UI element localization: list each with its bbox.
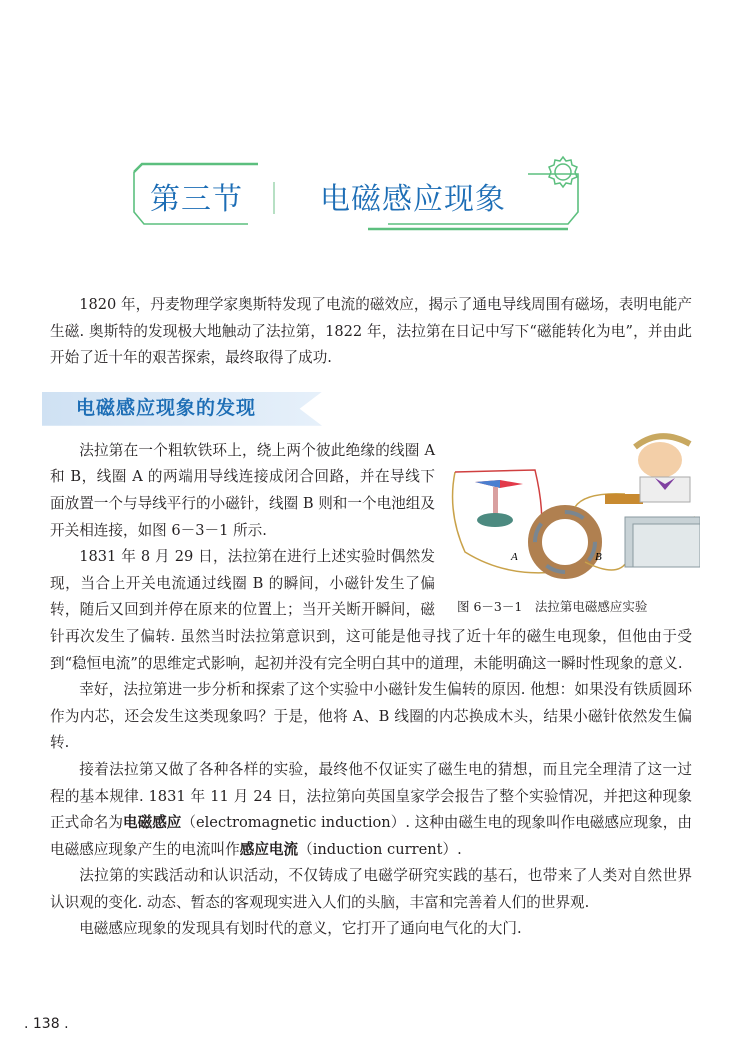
page-body	[50, 292, 692, 943]
label-coil-b: B	[595, 550, 602, 563]
section-title-banner	[128, 152, 588, 232]
term-electromagnetic-induction: 电磁感应	[123, 814, 182, 832]
paragraph: 法拉第在一个粗软铁环上，绕上两个彼此绝缘的线圈 A 和 B，线圈 A 的两端用导线连接成闭合回路，并在导线下面放置一个与导线平行的小磁针，线圈 B 则和一个电池组及开关相连接，如图 6－3－1 所示.	[50, 441, 435, 539]
page-number: . 138 .	[24, 1016, 69, 1032]
paragraph: 电磁感应现象的发现具有划时代的意义，它打开了通向电气化的大门.	[79, 920, 522, 938]
experiment-illustration	[445, 432, 700, 592]
paragraph: 1831 年 8 月 29 日，法拉第在进行上述实验时偶然发现，当合上开关电流通过线圈 B 的瞬间，小磁针发生了偏转，随后又回到并停在原来的位置上；当开关断开瞬间，磁针再次发生了偏转. 虽然当时法拉第意识到，这可能是他寻找了近十年的磁生电现象，但他由于受到“稳恒电流”的思维定式影响，起初并没有完全明白其中的道理，未能明确这一瞬时性现象的意义.	[50, 548, 692, 672]
gear-icon	[549, 157, 577, 187]
figure-caption: 图 6－3－1 法拉第电磁感应实验	[457, 598, 648, 614]
section-title: 电磁感应现象	[320, 182, 506, 217]
label-coil-a: A	[511, 550, 518, 563]
text: （electromagnetic induction）. 这种由磁生电的现象叫作电磁感应现象，由电磁感应现象产生的电流叫作	[50, 814, 692, 858]
figure-faraday-experiment	[445, 432, 700, 622]
subheading	[42, 392, 322, 426]
subheading-text: 电磁感应现象的发现	[76, 396, 257, 419]
text: （induction current）.	[298, 840, 462, 858]
paragraph: 法拉第的实践活动和认识活动，不仅铸成了电磁学研究实践的基石，也带来了人类对自然世界认识观的变化. 动态、暂态的客观现实进入人们的头脑，丰富和完善着人们的世界观.	[50, 867, 692, 911]
section-number: 第三节	[150, 182, 243, 217]
intro-paragraph: 1820 年，丹麦物理学家奥斯特发现了电流的磁效应，揭示了通电导线周围有磁场，表明电能产生磁. 奥斯特的发现极大地触动了法拉第，1822 年，法拉第在日记中写下“磁能转化为电”，并由此开始了近十年的艰苦探索，最终取得了成功.	[50, 296, 692, 367]
text: 接着法拉第又做了各种各样的实验，最终他不仅证实了磁生电的猜想，而且完全理清了这一过程的基本规律. 1831 年 11 月 24 日，法拉第向英国皇家学会报告了整个实验情况，并把这种现象正式命名为	[50, 760, 692, 832]
paragraph-definition	[50, 757, 692, 863]
term-induction-current: 感应电流	[239, 840, 299, 858]
paragraph: 幸好，法拉第进一步分析和探索了这个实验中小磁针发生偏转的原因. 他想：如果没有铁质圆环作为内芯，还会发生这类现象吗？于是，他将 A、B 线圈的内芯换成木头，结果小磁针依然发生偏转.	[50, 681, 692, 752]
